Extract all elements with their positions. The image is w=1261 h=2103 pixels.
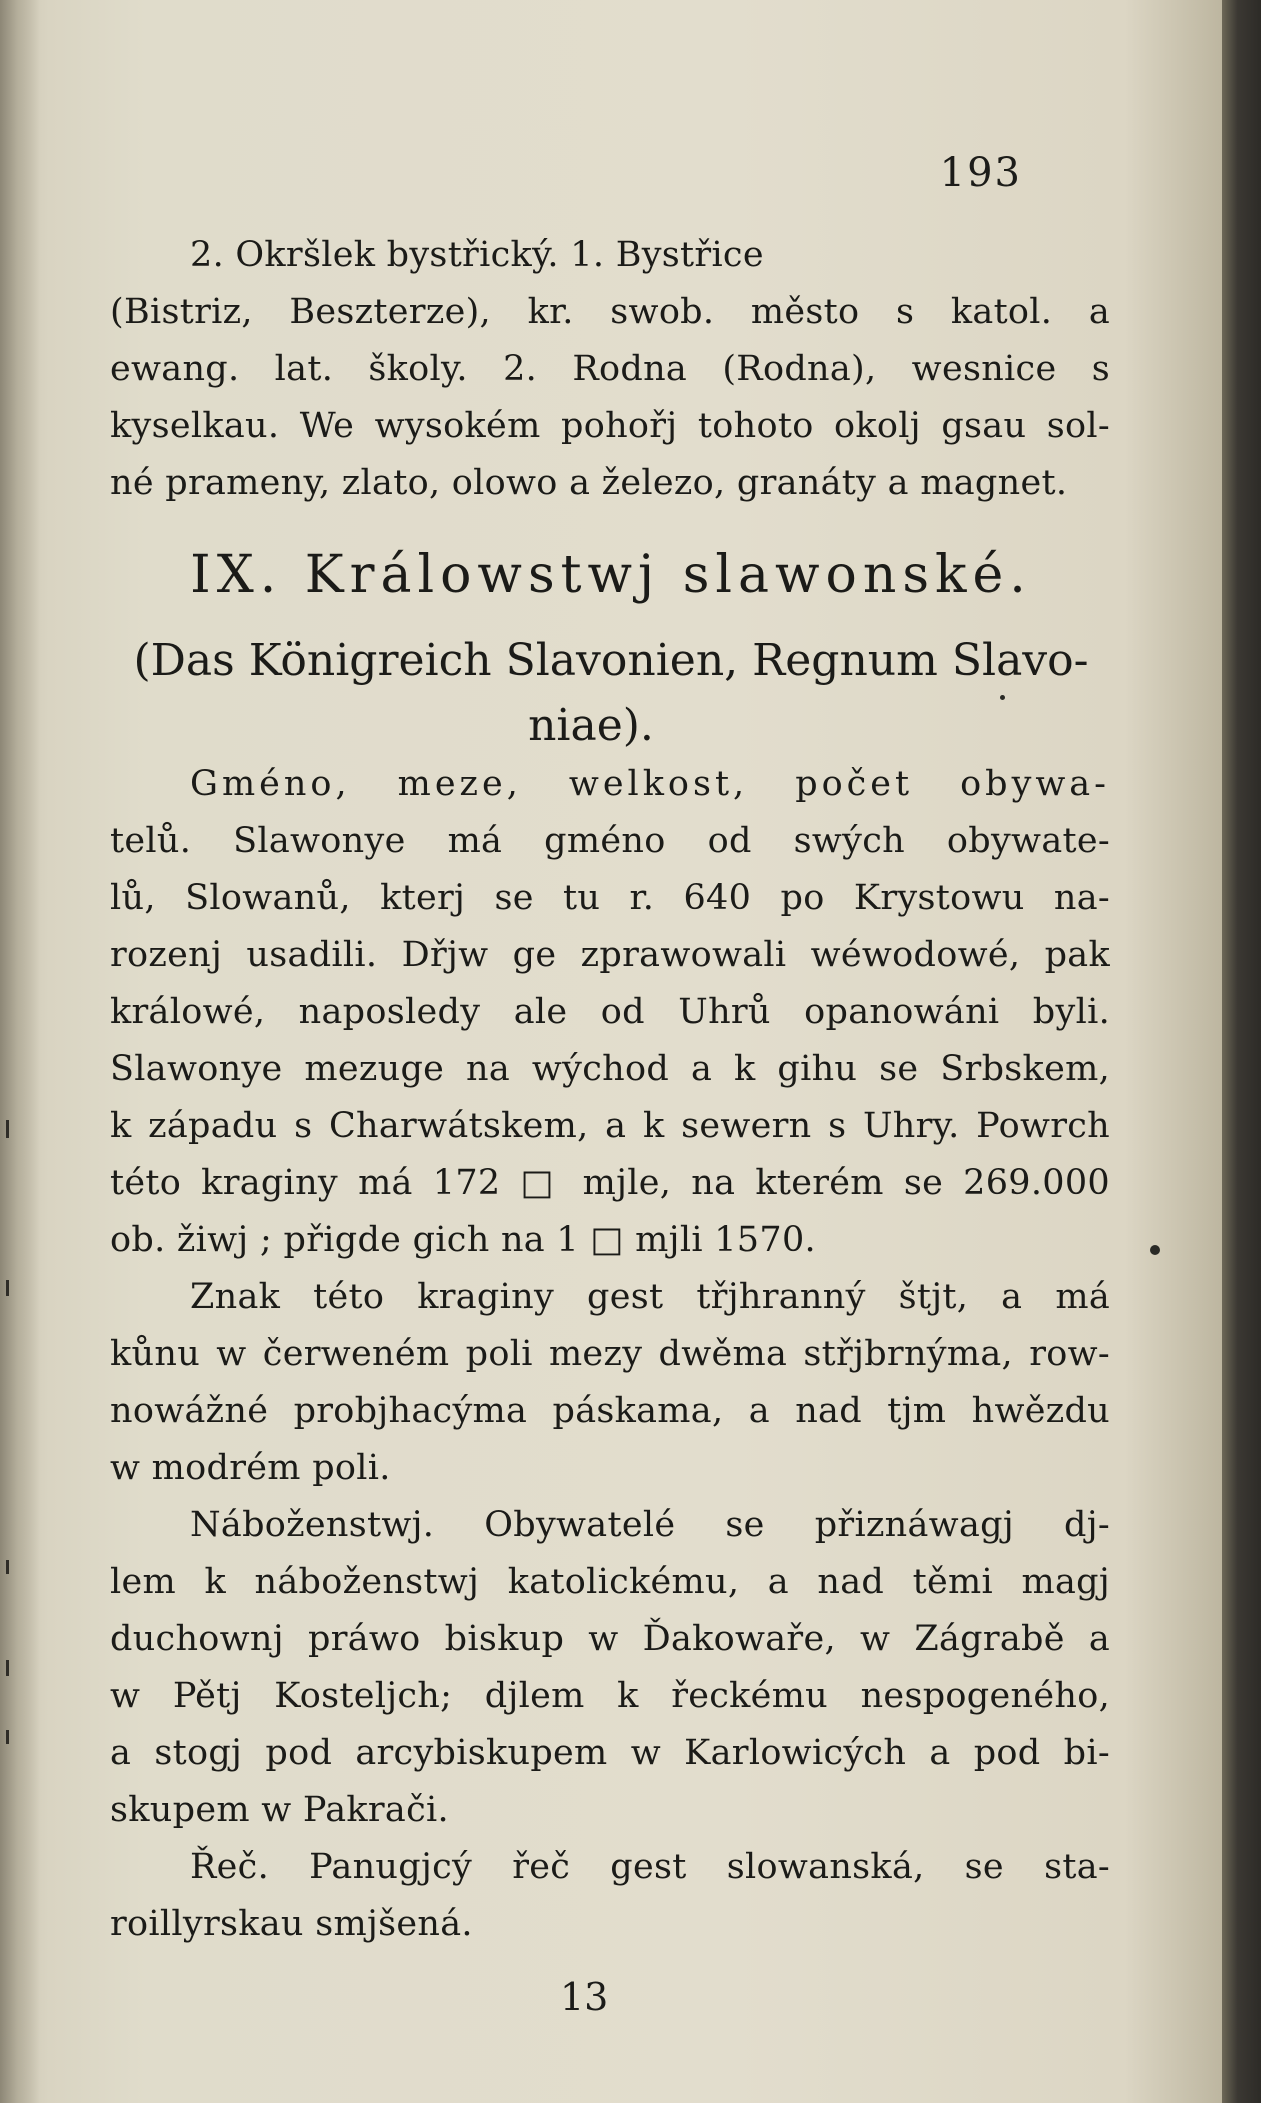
text-line: této kraginy má 172 □ mjle, na kterém se 269.000 [110,1163,1110,1203]
text-line: Gméno, meze, welkost, počet obywa- [190,764,1110,804]
paper-speck [1150,1245,1160,1255]
signature-mark: 13 [560,1975,609,2019]
text-line: telů. Slawonye má gméno od swých obywate- [110,821,1110,861]
text-line: ewang. lat. školy. 2. Rodna (Rodna), wesnice s [110,349,1110,389]
page-number: 193 [939,150,1022,196]
page-edge [1222,0,1261,2103]
text-line: roillyrskau smjšená. [110,1904,473,1944]
margin-mark [6,1280,9,1296]
margin-mark [6,1730,9,1744]
section-heading: IX. Králowstwj slawonské. [190,545,1032,605]
text-line: lů, Slowanů, kterj se tu r. 640 po Krystowu na- [110,878,1110,918]
spine-shadow [0,0,40,2103]
margin-mark [6,1120,9,1138]
text-line: k západu s Charwátskem, a k sewern s Uhry. Powrch [110,1106,1110,1146]
paper-speck [1000,695,1005,700]
text-line: né prameny, zlato, olowo a železo, granáty a magnet. [110,463,1068,503]
text-line: králowé, naposledy ale od Uhrů opanowáni byli. [110,992,1110,1032]
text-line: rozenj usadili. Dřjw ge zprawowali wéwodowé, pak [110,935,1110,975]
margin-mark [6,1660,9,1676]
text-line: kůnu w čerweném poli mezy dwěma střjbrnýma, row- [110,1334,1110,1374]
text-line: 2. Okršlek bystřický. 1. Bystřice [190,235,764,275]
text-line: (Bistriz, Beszterze), kr. swob. město s katol. a [110,292,1110,332]
text-line: Řeč. Panugjcý řeč gest slowanská, se sta- [190,1847,1110,1887]
text-line: skupem w Pakrači. [110,1790,449,1830]
text-line: ob. žiwj ; přigde gich na 1 □ mjli 1570. [110,1220,816,1260]
text-line: lem k náboženstwj katolickému, a nad těmi magj [110,1562,1110,1602]
text-line: w modrém poli. [110,1448,391,1488]
text-line: Slawonye mezuge na wýchod a k gihu se Srbskem, [110,1049,1110,1089]
text-line: w Pětj Kosteljch; djlem k řeckému nespogeného, [110,1676,1110,1716]
text-line: nowážné probjhacýma páskama, a nad tjm hwězdu [110,1391,1110,1431]
margin-mark [6,1560,9,1574]
text-line: duchownj práwo biskup w Ďakowaře, w Zágrabě a [110,1619,1110,1659]
text-line: Náboženstwj. Obywatelé se přiznáwagj dj- [190,1505,1110,1545]
text-line: Znak této kraginy gest třjhranný štjt, a má [190,1277,1110,1317]
text-line: kyselkau. We wysokém pohořj tohoto okolj gsau sol- [110,406,1110,446]
section-subheading: niae). [528,700,654,751]
text-line: a stogj pod arcybiskupem w Karlowicých a pod bi- [110,1733,1110,1773]
section-subheading: (Das Königreich Slavonien, Regnum Slavo- [133,635,1089,686]
